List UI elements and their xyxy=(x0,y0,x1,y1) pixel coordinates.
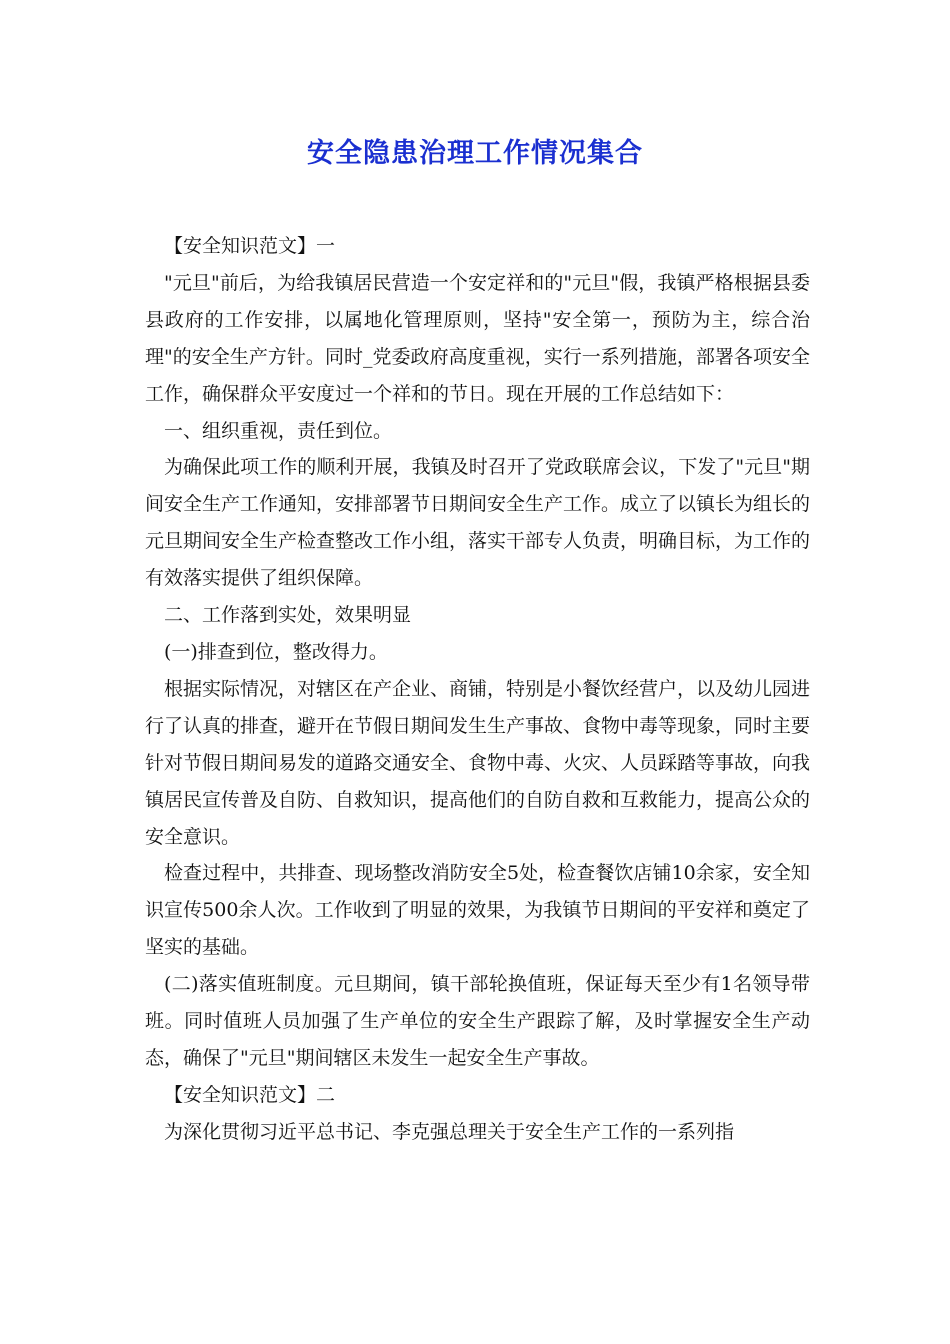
paragraph-subheading: 二、工作落到实处，效果明显 xyxy=(164,604,412,627)
paragraph: "元旦"前后，为给我镇居民营造一个安定祥和的"元旦"假，我镇严格根据县委县政府的工作安排，以属地化管理原则，坚持"安全第一，预防为主，综合治理"的安全生产方针。同时_党委政府高度重视，实行一系列措施，部署各项安全工作，确保群众平安度过一个祥和的节日。现在开展的工作总结如下： xyxy=(145,271,810,405)
paragraph-subheading: (一)排查到位，整改得力。 xyxy=(164,640,388,663)
paragraph: 为确保此项工作的顺利开展，我镇及时召开了党政联席会议，下发了"元旦"期间安全生产工作通知，安排部署节日期间安全生产工作。成立了以镇长为组长的元旦期间安全生产检查整改工作小组，落实干部专人负责，明确目标，为工作的有效落实提供了组织保障。 xyxy=(145,456,811,590)
paragraph: 根据实际情况，对辖区在产企业、商铺，特别是小餐饮经营户，以及幼儿园进行了认真的排查，避开在节假日期间发生生产事故、食物中毒等现象，同时主要针对节假日期间易发的道路交通安全、食物中毒、火灾、人员踩踏等事故，向我镇居民宣传普及自防、自救知识，提高他们的自防自救和互救能力，提高公众的安全意识。 xyxy=(145,677,811,848)
document-body xyxy=(145,228,810,1151)
document-title: 安全隐患治理工作情况集合 xyxy=(307,138,643,169)
paragraph-subheading: 一、组织重视，责任到位。 xyxy=(164,419,393,442)
paragraph: 为深化贯彻习近平总书记、李克强总理关于安全生产工作的一系列指 xyxy=(164,1120,735,1143)
paragraph: (二)落实值班制度。元旦期间，镇干部轮换值班，保证每天至少有1名领导带班。同时值班人员加强了生产单位的安全生产跟踪了解，及时掌握安全生产动态，确保了"元旦"期间辖区未发生一起安全生产事故。 xyxy=(145,973,810,1069)
paragraph-section-heading: 【安全知识范文】二 xyxy=(164,1083,336,1106)
paragraph: 检查过程中，共排查、现场整改消防安全5处，检查餐饮店铺10余家，安全知识宣传500余人次。工作收到了明显的效果，为我镇节日期间的平安祥和奠定了坚实的基础。 xyxy=(145,862,810,959)
paragraph-section-heading: 【安全知识范文】一 xyxy=(164,235,336,257)
